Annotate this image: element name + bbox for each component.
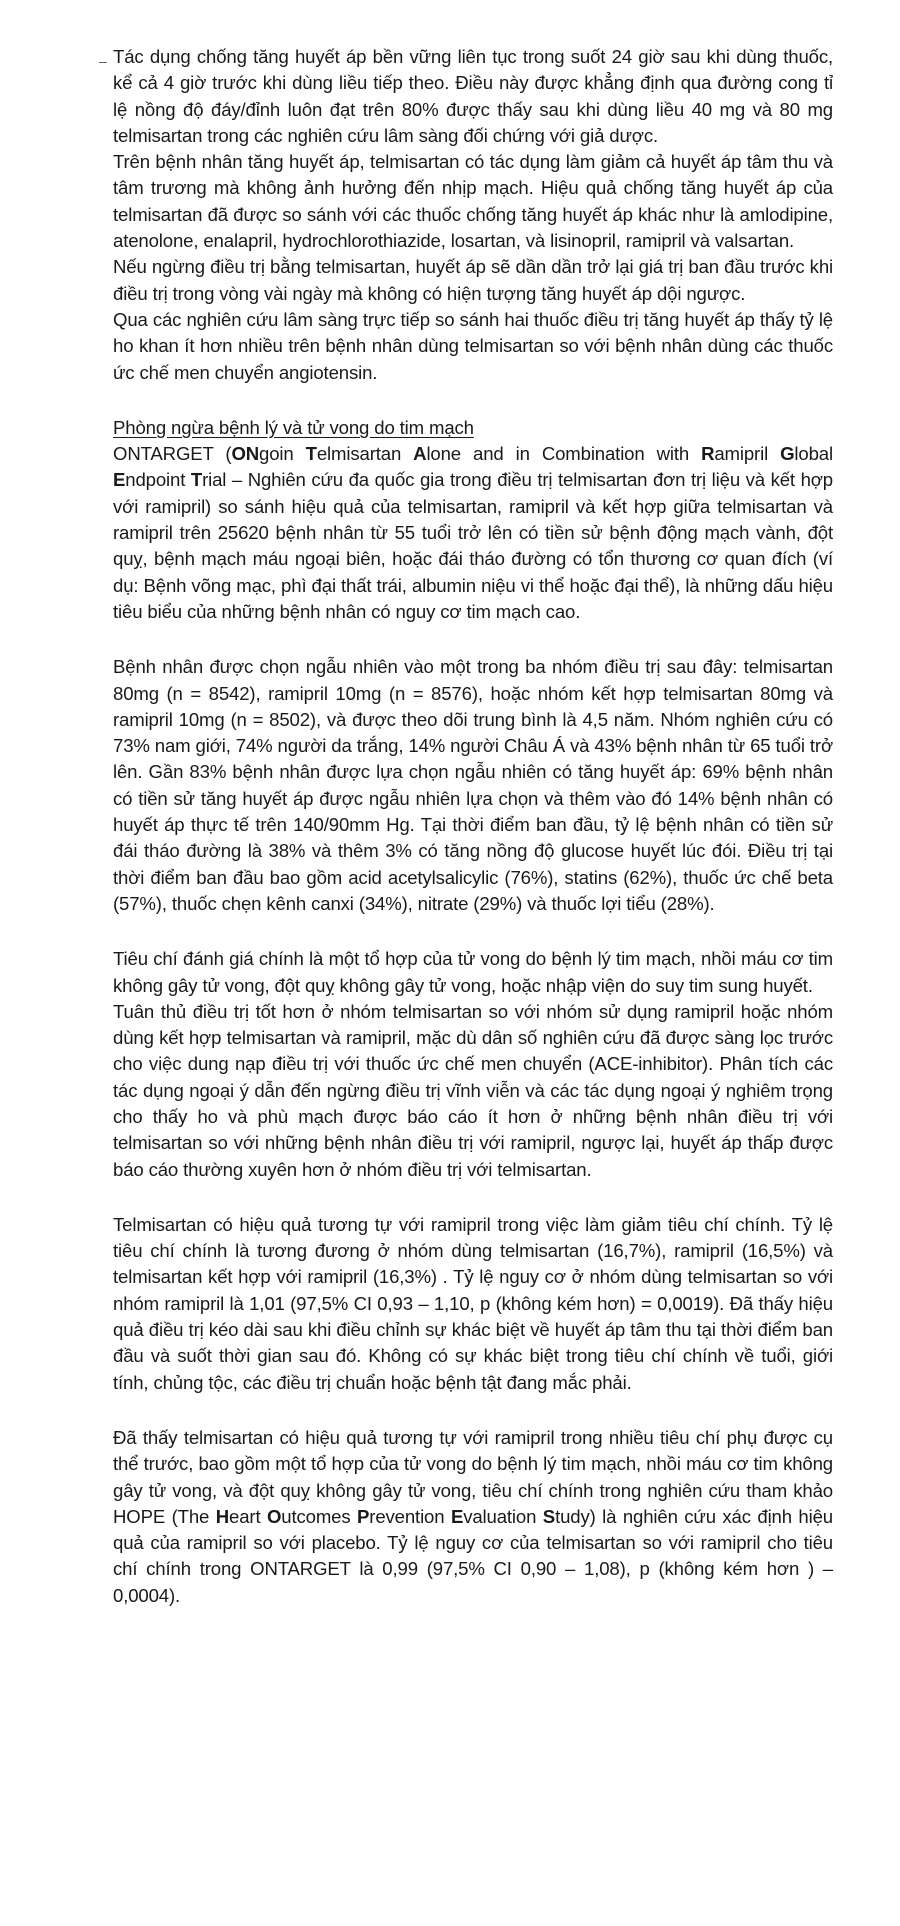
paragraph-primary-endpoint: Tiêu chí đánh giá chính là một tổ hợp của tử vong do bệnh lý tim mạch, nhồi máu cơ tim không gây tử vong, đột quỵ không gây tử vong, hoặc nhập viện do suy tim sung huyết. <box>113 948 833 996</box>
paragraph-dry-cough: Qua các nghiên cứu lâm sàng trực tiếp so sánh hai thuốc điều trị tăng huyết áp thấy tỷ lệ ho khan ít hơn nhiều trên bệnh nhân dùng telmisartan so với bệnh nhân dùng các thuốc ức chế men chuyển angiotensin. <box>113 308 833 383</box>
spacer <box>113 917 833 946</box>
paragraph-discontinuation: Nếu ngừng điều trị bằng telmisartan, huyết áp sẽ dần dần trở lại giá trị ban đầu trước khi điều trị trong vòng vài ngày mà không có hiện tượng tăng huyết áp dội ngược. <box>113 256 833 304</box>
paragraph-ontarget: ONTARGET (ONgoin Telmisartan Alone and in Combination with Ramipril Global Endpoint Trial – Nghiên cứu đa quốc gia trong điều trị telmisartan đơn trị liệu và kết hợp với ramipril) so sánh hiệu quả của telmisartan, ramipril và kết hợp giữa telmisartan và ramipril trên 25620 bệnh nhân từ 55 tuổi trở lên có tiền sử bệnh động mạch vành, đột quỵ, bệnh mạch máu ngoại biên, hoặc đái tháo đường có tổn thương cơ quan đích (ví dụ: Bệnh võng mạc, phì đại thất trái, albumin niệu vi thể hoặc đại thể), là những dấu hiệu tiêu biểu của những bệnh nhân có nguy cơ tim mạch cao. <box>113 443 833 622</box>
spacer <box>113 386 833 415</box>
paragraph-antihypertensive-duration: Tác dụng chống tăng huyết áp bền vững liên tục trong suốt 24 giờ sau khi dùng thuốc, kể cả 4 giờ trước khi dùng liều tiếp theo. Điều này được khẳng định qua đường cong tỉ lệ nồng độ đáy/đỉnh luôn đạt trên 80% được thấy sau khi dùng liều 40 mg và 80 mg telmisartan trong các nghiên cứu lâm sàng đối chứng với giả dược. <box>113 46 833 146</box>
section-heading: Phòng ngừa bệnh lý và tử vong do tim mạch <box>113 416 474 438</box>
paragraph-hope: Đã thấy telmisartan có hiệu quả tương tự với ramipril trong nhiều tiêu chí phụ được cụ thể trước, bao gồm một tổ hợp của tử vong do bệnh lý tim mạch, nhồi máu cơ tim không gây tử vong, và đột quỵ không gây tử vong, tiêu chí chính trong nghiên cứu tham khảo HOPE (The Heart Outcomes Prevention Evaluation Study) là nghiên cứu xác định hiệu quả của ramipril so với placebo. Tỷ lệ nguy cơ của telmisartan so với ramipril cho tiêu chí chính trong ONTARGET là 0,99 (97,5% CI 0,90 – 1,08), p (không kém hơn ) – 0,0004). <box>113 1426 833 1606</box>
paragraph-efficacy: Telmisartan có hiệu quả tương tự với ramipril trong việc làm giảm tiêu chí chính. Tỷ lệ tiêu chí chính là tương đương ở nhóm dùng telmisartan (16,7%), ramipril (16,5%) và telmisartan kết hợp với ramipril (16,3%) . Tỷ lệ nguy cơ ở nhóm dùng telmisartan so với nhóm ramipril là 1,01 (97,5% CI 0,93 – 1,10, p (không kém hơn) = 0,0019). Đã thấy hiệu quả điều trị kéo dài sau khi điều chỉnh sự khác biệt về huyết áp tâm thu tại thời điểm ban đầu và suốt thời gian sau đó. Không có sự khác biệt trong tiêu chí chính về tuổi, giới tính, chủng tộc, các điều trị chuẩn hoặc bệnh tật đang mắc phải. <box>113 1213 833 1393</box>
paragraph-systolic-diastolic: Trên bệnh nhân tăng huyết áp, telmisartan có tác dụng làm giảm cả huyết áp tâm thu và tâm trương mà không ảnh hưởng đến nhịp mạch. Hiệu quả chống tăng huyết áp của telmisartan đã được so sánh với các thuốc chống tăng huyết áp khác như là amlodipine, atenolone, enalapril, hydrochlorothiazide, losartan, và lisinopril, ramipril và valsartan. <box>113 151 833 252</box>
paragraph-randomization: Bệnh nhân được chọn ngẫu nhiên vào một trong ba nhóm điều trị sau đây: telmisartan 80mg (n = 8542), ramipril 10mg (n = 8576), hoặc nhóm kết hợp telmisartan 80mg và ramipril 10mg (n = 8502), và được theo dõi trung bình là 4,5 năm. Nhóm nghiên cứu có 73% nam giới, 74% người da trắng, 14% người Châu Á và 43% bệnh nhân từ 65 tuổi trở lên. Gần 83% bệnh nhân được lựa chọn ngẫu nhiên có tăng huyết áp: 69% bệnh nhân có tiền sử tăng huyết áp được ngẫu nhiên lựa chọn và thêm vào đó 14% bệnh nhân có huyết áp thực tế trên 140/90mm Hg. Tại thời điểm ban đầu, tỷ lệ bệnh nhân có tiền sử đái tháo đường là 38% và thêm 3% có tăng nồng độ glucose huyết lúc đói. Điều trị tại thời điểm ban đầu bao gồm acid acetylsalicylic (76%), statins (62%), thuốc ức chế beta (57%), thuốc chẹn kênh canxi (34%), nitrate (29%) và thuốc lợi tiểu (28%). <box>113 656 833 914</box>
document-page <box>99 44 833 1609</box>
paragraph-adherence: Tuân thủ điều trị tốt hơn ở nhóm telmisartan so với nhóm sử dụng ramipril hoặc nhóm dùng kết hợp telmisartan và ramipril, mặc dù dân số nghiên cứu đã được sàng lọc trước cho việc dung nạp điều trị với thuốc ức chế men chuyển (ACE-inhibitor). Phân tích các tác dụng ngoại ý dẫn đến ngừng điều trị vĩnh viễn và các tác dụng ngoại ý nghiêm trọng cho thấy ho và phù mạch được báo cáo ít hơn ở những bệnh nhân điều trị với telmisartan so với những bệnh nhân điều trị với ramipril, ngược lại, huyết áp thấp được báo cáo thường xuyên hơn ở nhóm điều trị với telmisartan. <box>113 1000 833 1180</box>
margin-dash-mark: – <box>99 53 107 69</box>
spacer <box>113 1396 833 1425</box>
spacer <box>113 625 833 654</box>
spacer <box>113 1183 833 1212</box>
